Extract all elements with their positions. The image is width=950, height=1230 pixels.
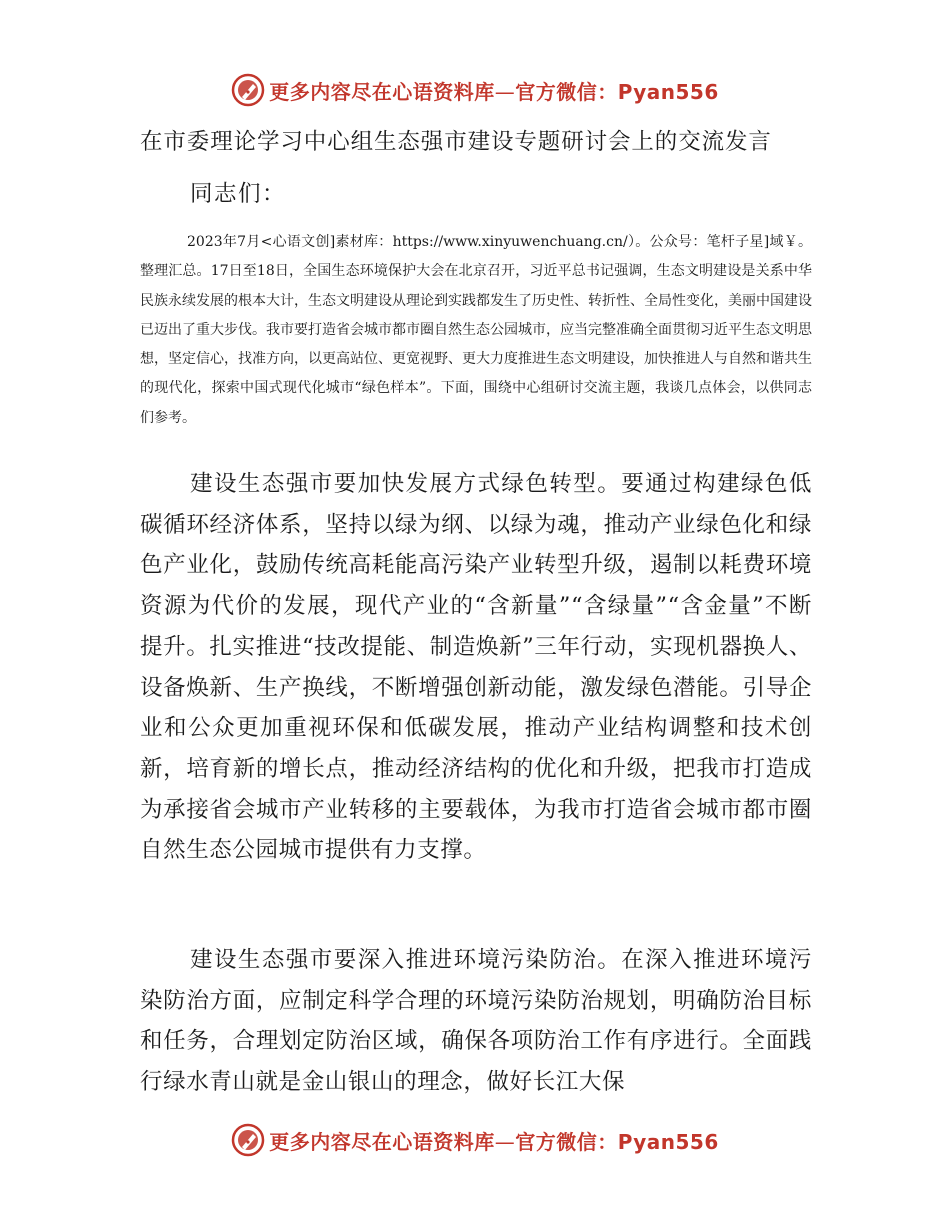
footer-watermark-banner [0, 1122, 950, 1158]
body-paragraph-green-transformation: 建设生态强市要加快发展方式绿色转型。要通过构建绿色低碳循环经济体系，坚持以绿为纲、以绿为魂，推动产业绿色化和绿色产业化，鼓励传统高耗能高污染产业转型升级，遏制以耗费环境资源为代价的发展，现代产业的“含新量”“含绿量”“含金量”不断提升。扎实推进“技改提能、制造焕新”三年行动，实现机器换人、设备焕新、生产换线，不断增强创新动能，激发绿色潜能。引导企业和公众更加重视环保和低碳发展，推动产业结构调整和技术创新，培育新的增长点，推动经济结构的优化和升级，把我市打造成为承接省会城市产业转移的主要载体，为我市打造省会城市都市圈自然生态公园城市提供有力支撑。 [140, 471, 812, 864]
banner-text: 更多内容尽在心语资料库—官方微信：Pyan556 [269, 79, 719, 104]
banner-text: 更多内容尽在心语资料库—官方微信：Pyan556 [269, 1129, 719, 1154]
document-title: 在市委理论学习中心组生态强市建设专题研讨会上的交流发言 [140, 129, 772, 155]
pen-nib-logo-icon [231, 1123, 265, 1157]
salutation: 同志们： [190, 181, 287, 207]
header-watermark-banner [0, 72, 950, 108]
intro-paragraph: 2023年7月<心语文创]素材库：https://www.xinyuwenchuang.cn/）。公众号：笔杆子星]域￥。整理汇总。17日至18日，全国生态环境保护大会在北京召开，习近平总书记强调，生态文明建设是关系中华民族永续发展的根本大计，生态文明建设从理论到实践都发生了历史性、转折性、全局性变化，美丽中国建设已迈出了重大步伐。我市要打造省会城市都市圈自然生态公园城市，应当完整准确全面贯彻习近平生态文明思想，坚定信心，找准方向，以更高站位、更宽视野、更大力度推进生态文明建设，加快推进人与自然和谐共生的现代化，探索中国式现代化城市“绿色样本”。下面，围绕中心组研讨交流主题，我谈几点体会，以供同志们参考。 [140, 234, 812, 426]
pen-nib-logo-icon [231, 73, 265, 107]
body-paragraph-pollution-prevention: 建设生态强市要深入推进环境污染防治。在深入推进环境污染防治方面，应制定科学合理的环境污染防治规划，明确防治目标和任务，合理划定防治区域，确保各项防治工作有序进行。全面践行绿水青山就是金山银山的理念，做好长江大保 [140, 947, 812, 1096]
